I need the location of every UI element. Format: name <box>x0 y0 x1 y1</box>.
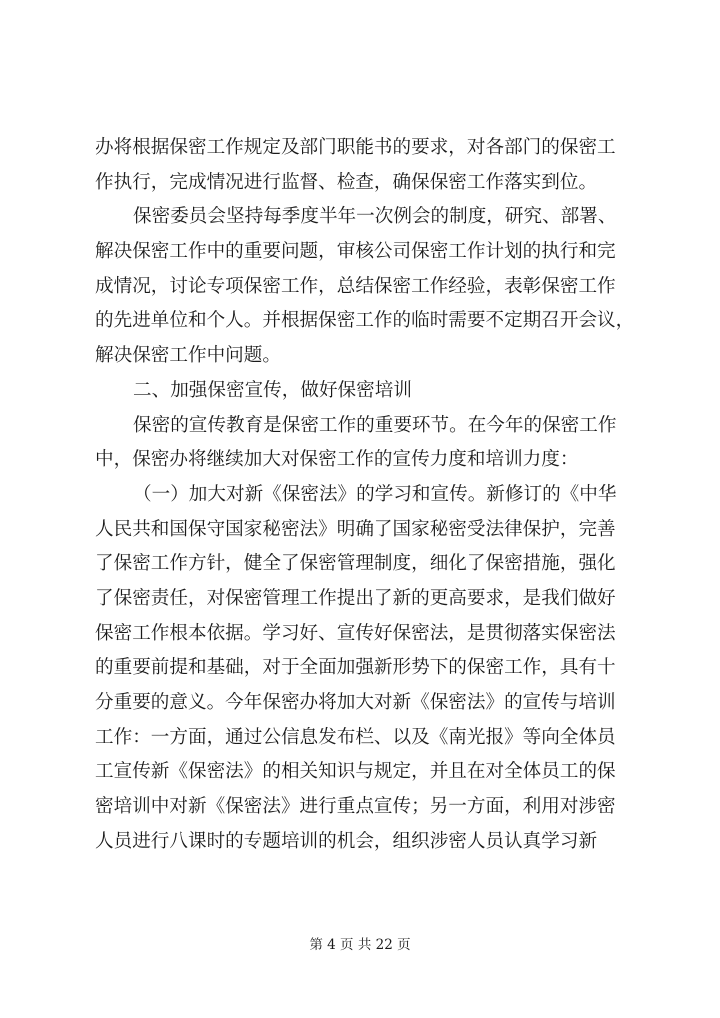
text-line: （一）加大对新《保密法》的学习和宣传。新修订的《中华 <box>133 483 617 505</box>
text-line: 了保密工作方针，健全了保密管理制度，细化了保密措施，强化 <box>95 553 616 575</box>
text-line: 作执行，完成情况进行监督、检查，确保保密工作落实到位。 <box>95 171 598 193</box>
text-line: 密培训中对新《保密法》进行重点宣传；另一方面，利用对涉密 <box>95 796 616 818</box>
section-heading: 二、加强保密宣传，做好保密培训 <box>133 379 412 401</box>
text-line: 人员进行八课时的专题培训的机会，组织涉密人员认真学习新 <box>95 830 598 852</box>
text-line: 的重要前提和基础，对于全面加强新形势下的保密工作，具有十 <box>95 657 616 679</box>
page-number-footer: 第 4 页 共 22 页 <box>309 937 411 953</box>
text-line: 人民共和国保守国家秘密法》明确了国家秘密受法律保护，完善 <box>95 518 616 540</box>
document-body <box>95 131 635 859</box>
text-line: 保密工作根本依据。学习好、宣传好保密法，是贯彻落实保密法 <box>95 622 616 644</box>
text-line: 的先进单位和个人。并根据保密工作的临时需要不定期召开会议， <box>95 310 635 332</box>
text-line: 解决保密工作中的重要问题，审核公司保密工作计划的执行和完 <box>95 241 616 263</box>
text-line: 保密的宣传教育是保密工作的重要环节。在今年的保密工作 <box>133 414 617 436</box>
text-line: 办将根据保密工作规定及部门职能书的要求，对各部门的保密工 <box>95 137 616 158</box>
text-line: 分重要的意义。今年保密办将加大对新《保密法》的宣传与培训 <box>95 692 616 713</box>
text-line: 成情况，讨论专项保密工作，总结保密工作经验，表彰保密工作 <box>95 275 616 297</box>
text-line: 保密委员会坚持每季度半年一次例会的制度，研究、部署、 <box>133 206 617 228</box>
text-line: 了保密责任，对保密管理工作提出了新的更高要求，是我们做好 <box>95 587 616 609</box>
text-line: 中，保密办将继续加大对保密工作的宣传力度和培训力度： <box>95 449 579 471</box>
text-line: 解决保密工作中问题。 <box>95 345 281 367</box>
text-line: 工宣传新《保密法》的相关知识与规定，并且在对全体员工的保 <box>95 761 616 783</box>
text-line: 工作：一方面，通过公信息发布栏、以及《南光报》等向全体员 <box>95 726 616 748</box>
